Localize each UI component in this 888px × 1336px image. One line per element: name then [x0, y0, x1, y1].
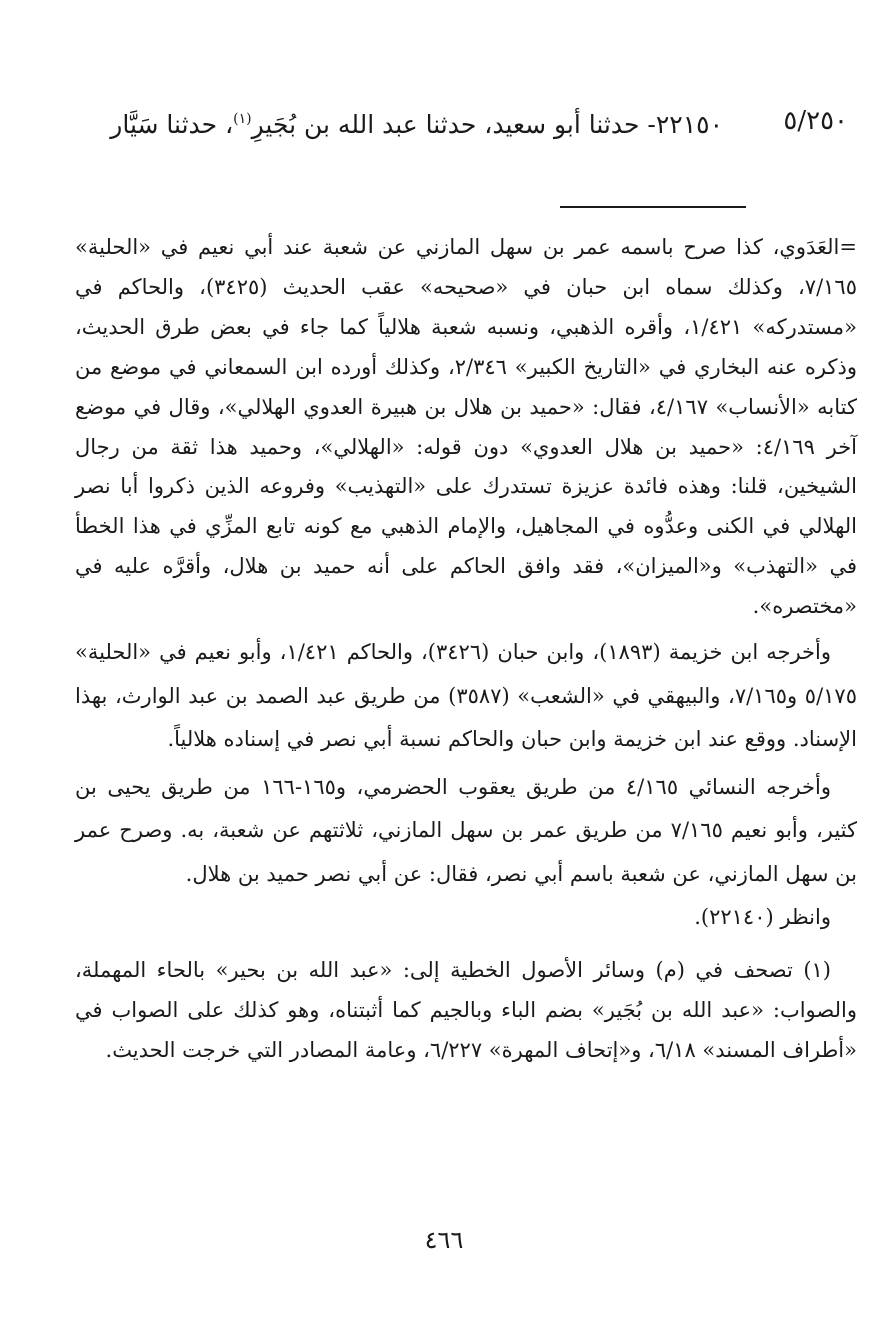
note-paragraph-see-also: وانظر (٢٢١٤٠).: [694, 905, 831, 930]
page-header: [80, 104, 848, 148]
hadith-text-end: ، حدثنا سَيَّار: [110, 110, 234, 139]
hadith-text: حدثنا أبو سعيد، حدثنا عبد الله بن بُجَيرٍ: [251, 110, 640, 139]
note-paragraph: وأخرجه النسائي ٤/١٦٥ من طريق يعقوب الحضرمي، و١٦٥-١٦٦ من طريق يحيى بن كثير، وأبو نعيم ٧/١٦٥ من طريق عمر بن سهل المازني، ثلاثتهم عن شعبة، به. وصرح عمر بن سهل المازني، عن شعبة باسم أبي نصر، فقال: عن أبي نصر حميد بن هلال.: [75, 774, 857, 886]
note-paragraph: وأخرجه ابن خزيمة (١٨٩٣)، وابن حبان (٣٤٢٦)، والحاكم ١/٤٢١، وأبو نعيم في «الحلية» ٥/١٧٥ و٧/١٦٥، والبيهقي في «الشعب» (٣٥٨٧) من طريق عبد الصمد بن عبد الوارث، بهذا الإسناد. ووقع عند ابن خزيمة وابن حبان والحاكم نسبة أبي نصر في إسناده هلالياً.: [75, 640, 857, 752]
page-number: ٤٦٦: [424, 1226, 464, 1254]
footnotes-block: [75, 228, 857, 1070]
hadith-number: ٢٢١٥٠-: [647, 110, 723, 139]
footnote-1: (١) تصحف في (م) وسائر الأصول الخطية إلى: «عبد الله بن بحير» بالحاء المهملة، والصواب: «عبد الله بن بُجَير» بضم الباء وبالجيم كما أثبتناه، وهو كذلك على الصواب في «أطراف المسند» ٦/١٨، و«إتحاف المهرة» ٦/٢٢٧، وعامة المصادر التي خرجت الحديث.: [75, 957, 857, 1062]
volume-page-reference: ٥/٢٥٠: [783, 106, 848, 136]
footnote-separator-rule: [560, 206, 746, 208]
note-paragraph-continued: =العَدَوي، كذا صرح باسمه عمر بن سهل المازني عن شعبة عند أبي نعيم في «الحلية» ٧/١٦٥، وكذلك سماه ابن حبان في «صحيحه» عقب الحديث (٣٤٢٥)، والحاكم في «مستدركه» ١/٤٢١، وأقره الذهبي، ونسبه شعبة هلالياً كما جاء في بعض طرق الحديث، وذكره عنه البخاري في «التاريخ الكبير» ٢/٣٤٦، وكذلك أورده ابن السمعاني في موضع من كتابه «الأنساب» ٤/١٦٧، فقال: «حميد بن هلال بن هبيرة العدوي الهلالي»، وقال في موضع آخر ٤/١٦٩: «حميد بن هلال العدوي» دون قوله: «الهلالي»، وحميد هذا ثقة من رجال الشيخين، قلنا: وهذه فائدة عزيزة تستدرك على «التهذيب» وفروعه الذين ذكروا أبا نصر الهلالي في الكنى وعدُّوه في المجاهيل، والإمام الذهبي مع كونه تابع المزِّي في هذا الخطأ في «التهذب» و«الميزان»، فقد وافق الحاكم على أنه حميد بن هلال، وأقرَّه عليه في «مختصره».: [75, 235, 858, 619]
footnote-marker: (١): [233, 111, 252, 127]
hadith-line: [80, 108, 723, 142]
